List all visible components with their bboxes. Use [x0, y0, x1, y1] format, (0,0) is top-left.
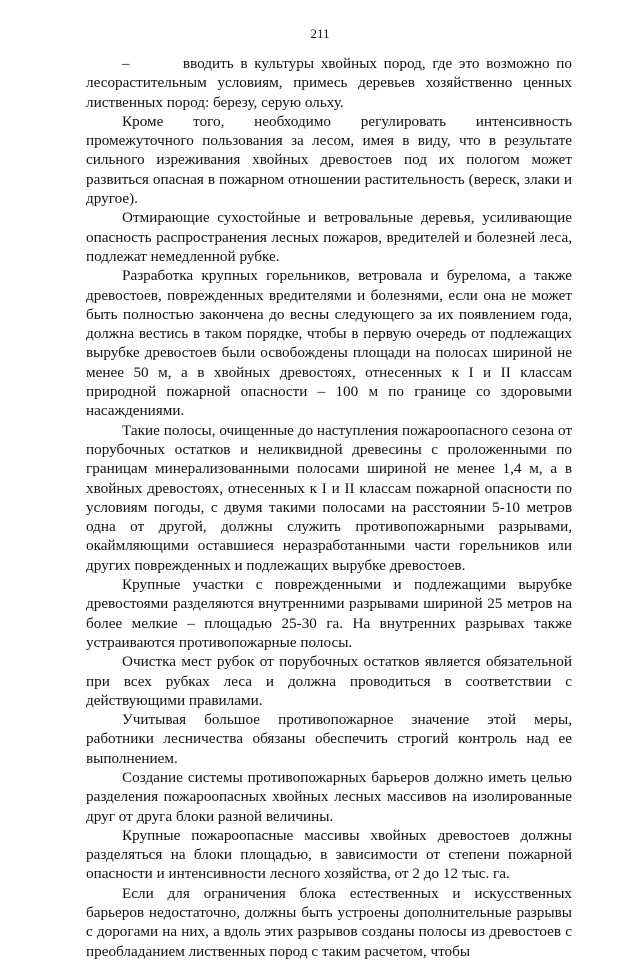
- page-body: [86, 54, 572, 961]
- page-number: 211: [310, 26, 330, 41]
- paragraph-1: – вводить в культуры хвойных пород, где это возможно по лесорастительным условиям, примесь деревьев хозяйственно ценных лиственных пород: березу, серую ольху.: [86, 55, 572, 111]
- paragraph-10: Крупные пожароопасные массивы хвойных древостоев должны разделяться на блоки площадью, в зависимости от степени пожарной опасности и интенсивности лесного хозяйства, от 2 до 12 тыс. га.: [86, 826, 572, 883]
- paragraph-9: Создание системы противопожарных барьеров должно иметь целью разделения пожароопасных хвойных лесных массивов на изолированные друг от друга блоки разной величины.: [86, 768, 572, 825]
- paragraph-8: Учитывая большое противопожарное значение этой меры, работники лесничества обязаны обеспечить строгий контроль над ее выполнением.: [86, 711, 572, 767]
- paragraph-3: Отмирающие сухостойные и ветровальные деревья, усиливающие опасность распространения лесных пожаров, вредителей и болезней леса, подлежат немедленной рубке.: [86, 209, 572, 265]
- paragraph-11: Если для ограничения блока естественных и искусственных барьеров недостаточно, должны быть устроены дополнительные разрывы с дорогами на них, а вдоль этих разрывов созданы полосы из древостоев с преобладанием лиственных пород с таким расчетом, чтобы: [86, 884, 572, 960]
- paragraph-6: Крупные участки с поврежденными и подлежащими вырубке древостоями разделяются внутренними разрывами шириной 25 метров на более мелкие – площадью 25-30 га. На внутренних разрывах также устраиваются противопожарные полосы.: [86, 576, 572, 651]
- paragraph-2: Кроме того, необходимо регулировать интенсивность промежуточного пользования за лесом, имея в виду, что в результате сильного изреживания хвойных древостоев под их пологом может развиться опасная в пожарном отношении растительность (вереск, злаки и другое).: [86, 112, 572, 208]
- paragraph-7: Очистка мест рубок от порубочных остатков является обязательной при всех рубках леса и должна проводиться в соответствии с действующими правилами.: [86, 653, 572, 709]
- paragraph-5: Такие полосы, очищенные до наступления пожароопасного сезона от порубочных остатков и неликвидной древесины с проложенными по границам минерализованными полосами шириной не менее 1,4 м, а в хвойных древостоях, отнесенных к I и II классам пожарной опасности по условиям погоды, с двумя такими полосами на расстоянии 5-10 метров одна от другой, должны служить противопожарными разрывами, окаймляющими оставшиеся неразработанными части горельников или других поврежденных и подлежащих вырубке древостоев.: [86, 421, 572, 574]
- paragraph-4: Разработка крупных горельников, ветровала и бурелома, а также древостоев, поврежденных вредителями и болезнями, если она не может быть полностью закончена до весны следующего за их появлением года, должна вестись в таком порядке, чтобы в первую очередь от подлежащих вырубке древостоев были освобождены площади на полосах шириной не менее 50 м, а в хвойных древостоях, отнесенных к I и II классам природной пожарной опасности – 100 м по границе со здоровыми насаждениями.: [86, 267, 572, 420]
